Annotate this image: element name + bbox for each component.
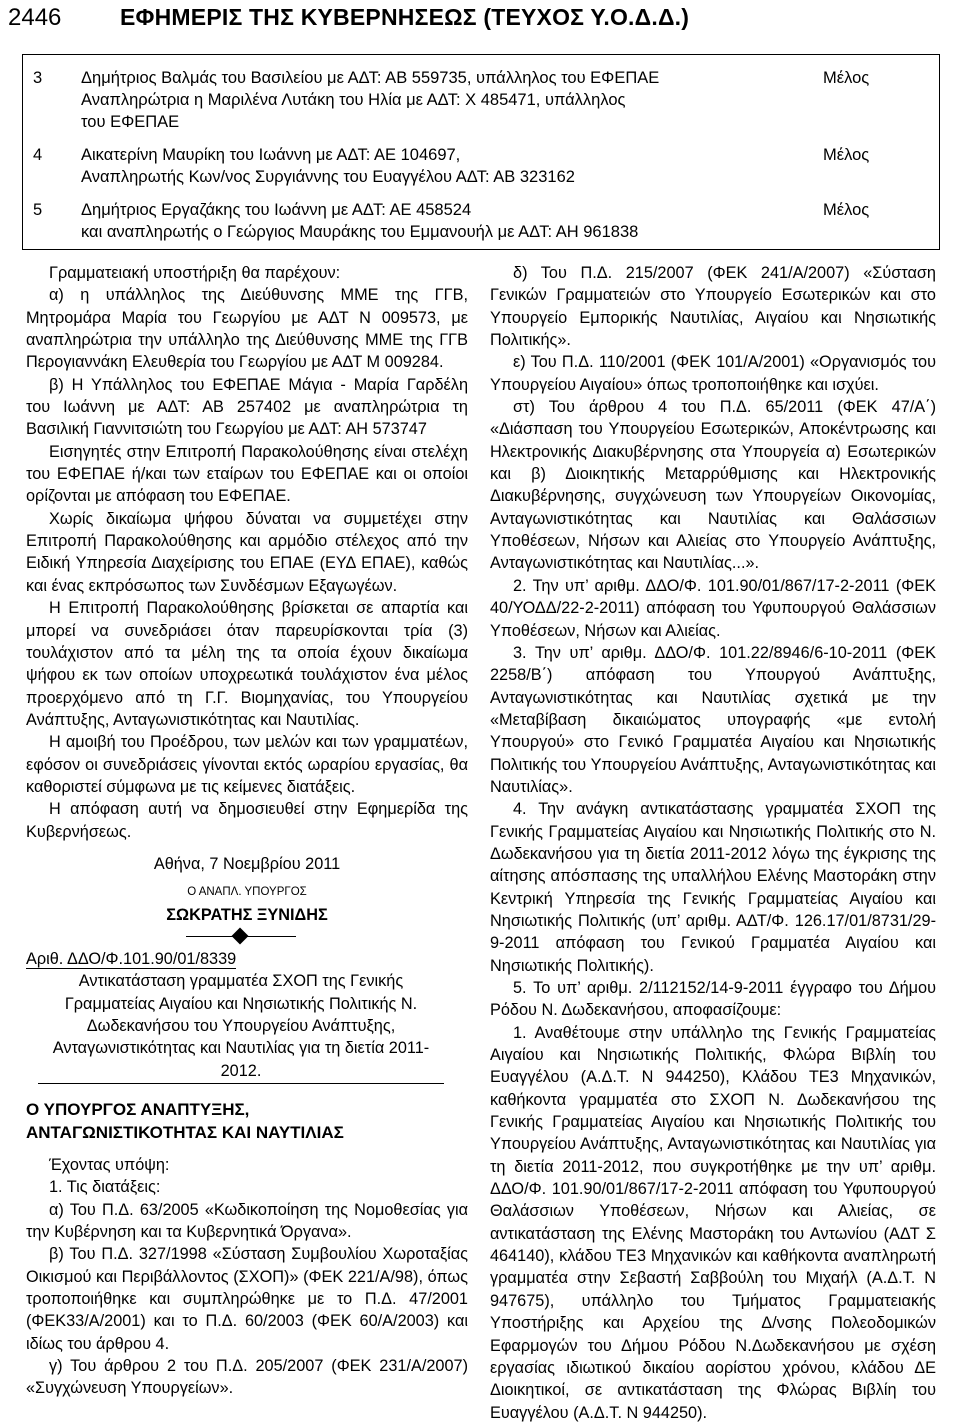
provision-b: β) Του Π.Δ. 327/1998 «Σύσταση Συμβουλίου Χωροταξίας Οικισμού και Περιβάλλοντος (ΣΧΟΠ)» (ΦΕΚ 221/Α/98), όπως τροποποιήθηκε και συμπληρώθηκε με το Π.Δ. 47/2001 (ΦΕΚ33/Α/2001) και το Π.Δ. 60/2003 (ΦΕΚ 60/Α/2003) και ιδίως του άρθρου 4. <box>26 1245 468 1353</box>
provisions-heading: 1. Τις διατάξεις: <box>49 1178 161 1197</box>
regard-item-5: 5. Το υπ’ αριθμ. 2/112152/14-9-2011 έγγραφο του Δήμου Ρόδου Ν. Δωδεκανήσου, αποφασίζουμε: <box>490 979 936 1020</box>
member-role: Μέλος <box>823 146 870 164</box>
regard-item-2: 2. Την υπ’ αριθμ. ΔΔΟ/Φ. 101.90/01/867/17-2-2011 (ΦΕΚ 40/ΥΟΔΔ/22-2-2011) απόφαση του Υφυπουργού Θαλάσσιων Υποθέσεων, Νήσων και Αλιείας. <box>490 576 936 640</box>
members-table <box>22 54 940 250</box>
page-header <box>0 0 960 40</box>
member-number: 5 <box>33 201 43 219</box>
page-number: 2446 <box>8 4 62 31</box>
decision-subject <box>26 970 468 1084</box>
signer-name: ΣΩΚΡΑΤΗΣ ΞΥΝΙΔΗΣ <box>166 905 328 924</box>
right-column <box>490 262 936 1424</box>
paragraph: Η Επιτροπή Παρακολούθησης βρίσκεται σε απαρτία και μπορεί να συνεδριάσει όταν παρευρίσκονται τρία (3) τουλάχιστον από τα μέλη της τα οποία έχουν δικαίωμα ψήφου εκ των οποίων υποχρεωτικά τουλάχιστον ένα μέλος προερχόμενο από τη Γ.Γ. Βιομηχανίας, του Υπουργείου Ανάπτυξης, Ανταγωνιστικότητας και Ναυτιλίας. <box>26 599 468 729</box>
decision-reference <box>26 948 468 970</box>
provision-st: στ) Του άρθρου 4 του Π.Δ. 65/2011 (ΦΕΚ 47/Α΄) «Διάσπαση του Υπουργείου Εσωτερικών, Αποκέντρωσης και Ηλεκτρονικής Διακυβέρνησης στα Υπουργεία α) Εσωτερικών και β) Διοικητικής Μεταρρύθμισης και Ηλεκτρονικής Διακυβέρνησης, συγχώνευση των Υπουργείων Οικονομίας, Ανταγωνιστικότητας και Ναυτιλίας και Θαλάσσιων Υποθέσεων, Νήσων και Αλιείας στο Υπουργείο Ανάπτυξης, Ανταγωνιστικότητας και Ναυτιλίας...». <box>490 398 936 573</box>
provision-c: γ) Του άρθρου 2 του Π.Δ. 205/2007 (ΦΕΚ 231/Α/2007) «Συγχώνευση Υπουργείων». <box>26 1357 468 1398</box>
provision-d: δ) Του Π.Δ. 215/2007 (ΦΕΚ 241/Α/2007) «Σύσταση Γενικών Γραμματειών στο Υπουργείο Εσωτερικών και στο Υπουργείο Εμπορικής Ναυτιλίας, Αιγαίου και Νησιωτικής Πολιτικής». <box>490 264 936 350</box>
minister-title-line: ΑΝΤΑΓΩΝΙΣΤΙΚΟΤΗΤΑΣ ΚΑΙ ΝΑΥΤΙΛΙΑΣ <box>26 1123 344 1143</box>
member-role: Μέλος <box>823 69 870 87</box>
decision-reference-text: Αριθ. ΔΔΟ/Φ.101.90/01/8339 <box>26 949 237 968</box>
member-line: Αναπληρωτής Κων/νος Συργιάννης του Ευαγγέλου ΑΔΤ: ΑΒ 323162 <box>81 168 575 186</box>
paragraph: Η απόφαση αυτή να δημοσιευθεί στην Εφημερίδα της Κυβερνήσεως. <box>26 800 468 841</box>
member-text <box>81 199 801 243</box>
paragraph: Εισηγητές στην Επιτροπή Παρακολούθησης είναι στελέχη του ΕΦΕΠΑΕ ή/και των εταίρων του ΕΦΕΠΑΕ και οι οποίοι ορίζονται με απόφαση του ΕΦΕΠΑΕ. <box>26 442 468 506</box>
member-number: 3 <box>33 69 43 87</box>
section-divider <box>26 926 468 948</box>
diamond-icon <box>232 927 249 944</box>
decision-subject-text: Αντικατάσταση γραμματέα ΣΧΟΠ της Γενικής Γραμματείας Αιγαίου και Νησιωτικής Πολιτικής Ν. Δωδεκανήσου του Υπουργείου Ανάπτυξης, Ανταγωνιστικότητας και Ναυτιλίας για τη διετία 2011-2012. <box>38 970 444 1084</box>
provision-a: α) Του Π.Δ. 63/2005 «Κωδικοποίηση της Νομοθεσίας για την Κυβέρνηση και τα Κυβερνητικά Όργανα». <box>26 1200 468 1242</box>
paragraph: Χωρίς δικαίωμα ψήφου δύναται να συμμετέχει στην Επιτροπή Παρακολούθησης και αρμόδιο στέλεχος από την Ειδική Υπηρεσία Διαχείρισης του ΕΠΑΕ (ΕΥΔ ΕΠΑΕ), καθώς και ένας εκπρόσωπος των Συνδέσμων Εξαγωγέων. <box>26 509 468 595</box>
paragraph: Η αμοιβή του Προέδρου, των μελών και των γραμματέων, εφόσον οι συνεδριάσεις γίνονται εκτός ωραρίου εργασίας, θα καθοριστεί σύμφωνα με τις κείμενες διατάξεις. <box>26 733 468 796</box>
decision-item-1: 1. Αναθέτουμε στην υπάλληλο της Γενικής Γραμματείας Αιγαίου και Νησιωτικής Πολιτικής, Φλώρα Βιβλίη του Ευαγγέλου (Α.Δ.Τ. Ν 944250), Κλάδου ΤΕ3 Μηχανικών, καθήκοντα γραμματέα στο ΣΧΟΠ Ν. Δωδεκανήσου της Γενικής Γραμματείας Αιγαίου και Νησιωτικής Πολιτικής του Υπουργείου Ανάπτυξης, Ανταγωνιστικότητας και Ναυτιλίας για τη διετία 2011-2012, που συγκροτήθηκε με την υπ’ αριθμ. ΔΔΟ/Φ. 101.90/01/867/17-2-2011 απόφαση του Υφυπουργού Θαλάσσιων Υποθέσεων, Νήσων και Αλιείας, σε αντικατάσταση της Ελένης Μαστοράκη του Αντωνίου (ΑΔΤ Σ 464140), κλάδου ΤΕ3 Μηχανικών και καθήκοντα αναπληρωτή γραμματέα στην Σεβαστή Σαββούλη του Μιχαήλ (Α.Δ.Τ. Ν 947675), υπάλληλο του Τμήματος Γραμματειακής Υποστήριξης και Αρχείου της Δ/νσης Πολεοδομικών Εφαρμογών του Δήμου Ρόδου Ν.Δωδεκανήσου με σχέση εργασίας ιδιωτικού δικαίου αορίστου χρόνου, κλάδου ΔΕ Διοικητικοί, σε αντικατάσταση της Φλώρας Βιβλίη του Ευαγγέλου (Α.Δ.Τ. Ν 944250). <box>490 1023 936 1422</box>
regard-item-4: 4. Την ανάγκη αντικατάστασης γραμματέα ΣΧΟΠ της Γενικής Γραμματείας Αιγαίου και Νησιωτικής Πολιτικής στο Ν. Δωδεκανήσου για τη διετία 2011-2012 λόγω της έγκρισης της αίτησης απόσπασης της υπαλλήλου Ελένης Μαστοράκη στην Κεντρική Υπηρεσία της Γενικής Γραμματείας Αιγαίου και Νησιωτικής Πολιτικής (υπ’ αριθμ. ΑΔΤ/Φ. 126.17/01/8731/29-9-2011 απόφαση του Γενικού Γραμματέα Αιγαίου και Νησιωτικής Πολιτικής). <box>490 800 936 975</box>
member-text <box>81 67 801 133</box>
member-line: και αναπληρωτής ο Γεώργιος Μαυράκης του Εμμανουήλ με ΑΔΤ: ΑΗ 961838 <box>81 223 639 241</box>
member-line: του ΕΦΕΠΑΕ <box>81 113 180 131</box>
place-date: Αθήνα, 7 Νοεμβρίου 2011 <box>153 854 341 873</box>
member-role: Μέλος <box>823 201 870 219</box>
minister-title-line: Ο ΥΠΟΥΡΓΟΣ ΑΝΑΠΤΥΞΗΣ, <box>26 1100 250 1120</box>
paragraph: Γραμματειακή υποστήριξη θα παρέχουν: <box>49 264 341 282</box>
signer-title: Ο ΑΝΑΠΛ. ΥΠΟΥΡΓΟΣ <box>187 886 307 899</box>
member-number: 4 <box>33 146 43 164</box>
member-line: Δημήτριος Εργαζάκης του Ιωάννη με ΑΔΤ: ΑΕ 458524 <box>81 201 472 219</box>
regard-item-3: 3. Την υπ’ αριθμ. ΔΔΟ/Φ. 101.22/8946/6-10-2011 (ΦΕΚ 2258/Β΄) απόφαση του Υπουργού Ανάπτυξης, Ανταγωνιστικότητας και Ναυτιλίας σχετικά με την «Μεταβίβαση δικαιώματος υπογραφής «με εντολή Υπουργού» στο Γενικό Γραμματέα Αιγαίου και Νησιωτικής Πολιτικής του Υπουργείου Ανάπτυξης, Ανταγωνιστικότητας και Ναυτιλίας». <box>490 643 936 796</box>
member-line: Δημήτριος Βαλμάς του Βασιλείου με ΑΔΤ: ΑΒ 559735, υπάλληλος του ΕΦΕΠΑΕ <box>81 69 660 87</box>
member-line: Αναπληρώτρια η Μαριλένα Λυτάκη του Ηλία με ΑΔΤ: Χ 485471, υπάλληλος <box>81 91 626 109</box>
having-regard: Έχοντας υπόψη: <box>49 1156 170 1175</box>
provision-e: ε) Του Π.Δ. 110/2001 (ΦΕΚ 101/Α/2001) «Οργανισμός του Υπουργείου Αιγαίου» όπως τροποποιήθηκε και ισχύει. <box>490 353 936 394</box>
member-line: Αικατερίνη Μαυρίκη του Ιωάννη με ΑΔΤ: ΑΕ 104697, <box>81 146 461 164</box>
member-text <box>81 144 801 188</box>
gazette-title: ΕΦΗΜΕΡΙΣ ΤΗΣ ΚΥΒΕΡΝΗΣΕΩΣ (ΤΕΥΧΟΣ Υ.Ο.Δ.Δ.) <box>120 4 690 30</box>
left-column <box>26 262 468 1400</box>
paragraph: α) η υπάλληλος της Διεύθυνσης ΜΜΕ της ΓΓΒ, Μητρομάρα Μαρία του Γεωργίου με ΑΔΤ Ν 009573, με αναπληρώτρια την υπάλληλο της Διεύθυνσης ΜΜΕ της ΓΓΒ Περογιαννάκη Ελευθερία του Γεωργίου με ΑΔΤ Μ 009284. <box>26 286 468 372</box>
minister-title <box>26 1098 468 1144</box>
paragraph: β) Η Υπάλληλος του ΕΦΕΠΑΕ Μάγια - Μαρία Γαρδέλη του Ιωάννη με ΑΔΤ: ΑΒ 257402 με αναπληρώτρια τη Βασιλική Γιαννιτσιώτη του Γεωργίου με ΑΔΤ: ΑΗ 573747 <box>26 375 468 439</box>
